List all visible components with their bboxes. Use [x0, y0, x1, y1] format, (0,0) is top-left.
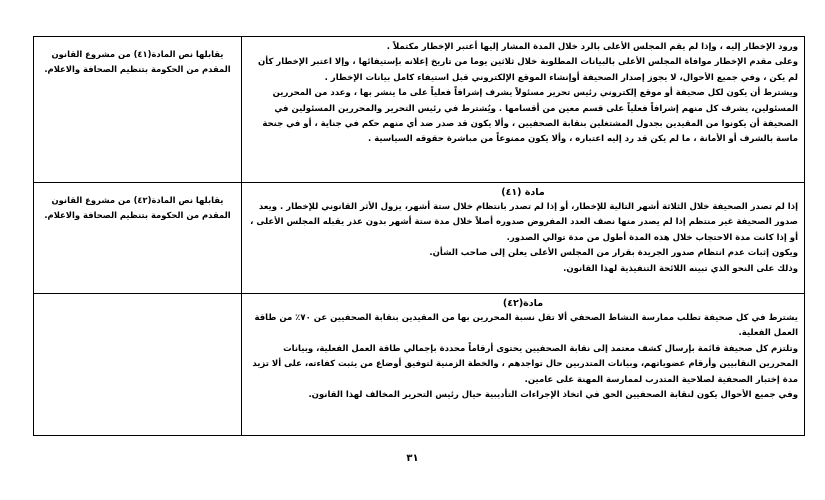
table-row: [34, 183, 805, 294]
article-paragraph: وفي جميع الأحوال يكون لنقابة الصحفيين الحق في اتخاذ الإجراءات التأديبية حيال رئيس التحرير المخالف لهذا القانون.: [308, 390, 798, 401]
article-cell: [242, 183, 805, 294]
article-paragraph: وذلك على النحو الذي تبينه اللائحة التنفيذية لهذا القانون.: [563, 263, 798, 274]
article-paragraph: يشترط في كل صحيفة تطلب ممارسة النشاط الصحفي ألا تقل نسبة المحررين بها من المقيدين بنقابة الصحفيين عن ٧٠٪ من طاقة العمل الفعلية.: [254, 313, 798, 339]
article-paragraph: إذا لم تصدر الصحيفة خلال الثلاثة أشهر التالية للإخطار، أو إذا لم تصدر بانتظام خلال ستة أشهر، يزول الأثر القانوني للإخطار . ويعد صدور الصحيفة غير منتظم إذا لم يصدر منها نصف العدد المفروض صدوره أصلاً خلال مدة ستة أشهر بدون عذر يقبله المجلس الأعلى ، أو إذا كانت مدة الاحتجاب خلال هذه المدة أطول من مدة توالي الصدور.: [250, 202, 798, 243]
article-title: مادة (٤١): [501, 187, 545, 198]
note-text: يقابلها نص المادة(٤٢) من مشروع القانون المقدم من الحكومة بتنظيم الصحافة والاعلام.: [44, 195, 231, 220]
article-paragraph: ورود الإخطار إليه ، وإذا لم يقم المجلس الأعلى بالرد خلال المدة المشار إليها أعتبر الإخطار مكتملاً .: [386, 42, 798, 52]
table-row: [34, 37, 805, 183]
article-paragraph: وتلتزم كل صحيفة قائمة بإرسال كشف معتمد إلى نقابة الصحفيين يحتوى أرقاماً محددة بإجمالي طاقة العمل الفعلية، وبيانات المحررين النقابيين وأرقام عضوياتهم، وبيانات المتدربين حال تواجدهم ، والخطة الزمنية لتوفيق أوضاع من يثبت كفاءته، على ألا تزيد مدة إختبار الصحفية لصلاحية المتدرب لممارسة المهنة على عامين.: [252, 343, 798, 385]
note-cell: [34, 37, 242, 183]
note-cell: [34, 294, 242, 436]
article-cell: [242, 37, 805, 183]
article-paragraph: ويشترط أن يكون لكل صحيفة أو موقع إلكتروني رئيس تحرير مسئولاً يشرف إشرافاً فعلياً على ما ينشر بها ، وعدد من المحررين المسئولين، يشرف كل منهم إشرافاً فعلياً على قسم معين من أقسامها . ويُشترط في رئيس التحرير والمحررين المسئولين في الصحيفة أن يكونوا من المقيدين بجدول المشتغلين بنقابة الصحفيين ، وألا يكون قد صدر ضد أي منهم حكم في جناية ، أو في جنحة ماسة بالشرف أو الأمانة ، ما لم يكن قد رد إليه اعتباره ، وألا يكون ممنوعاً من مباشرة حقوقه السياسية .: [262, 88, 798, 145]
article-paragraph: وعلى مقدم الإخطار موافاة المجلس الأعلى بالبيانات المطلوبة خلال ثلاثين يوما من تاريخ إعلانه بإستيفائها ، وإلا اعتبر الإخطار كأن لم يكن ، وفي جميع الأحوال، لا يجوز إصدار الصحيفة أوإنشاء الموقع الإلكتروني قبل استيفاء كامل بيانات الإخطار .: [257, 57, 798, 83]
page-number: ٣١: [406, 453, 419, 464]
note-cell: [34, 183, 242, 294]
note-text: يقابلها نص المادة(٤١) من مشروع القانون المقدم من الحكومة بتنظيم الصحافة والاعلام.: [44, 49, 231, 74]
article-title: مادة(٤٢): [502, 298, 544, 309]
comparison-table: [33, 36, 805, 436]
article-paragraph: ويكون إثبات عدم انتظام صدور الجريدة بقرار من المجلس الأعلى يعلن إلى صاحب الشأن.: [429, 248, 798, 259]
article-cell: [242, 294, 805, 436]
table-row: [34, 294, 805, 436]
